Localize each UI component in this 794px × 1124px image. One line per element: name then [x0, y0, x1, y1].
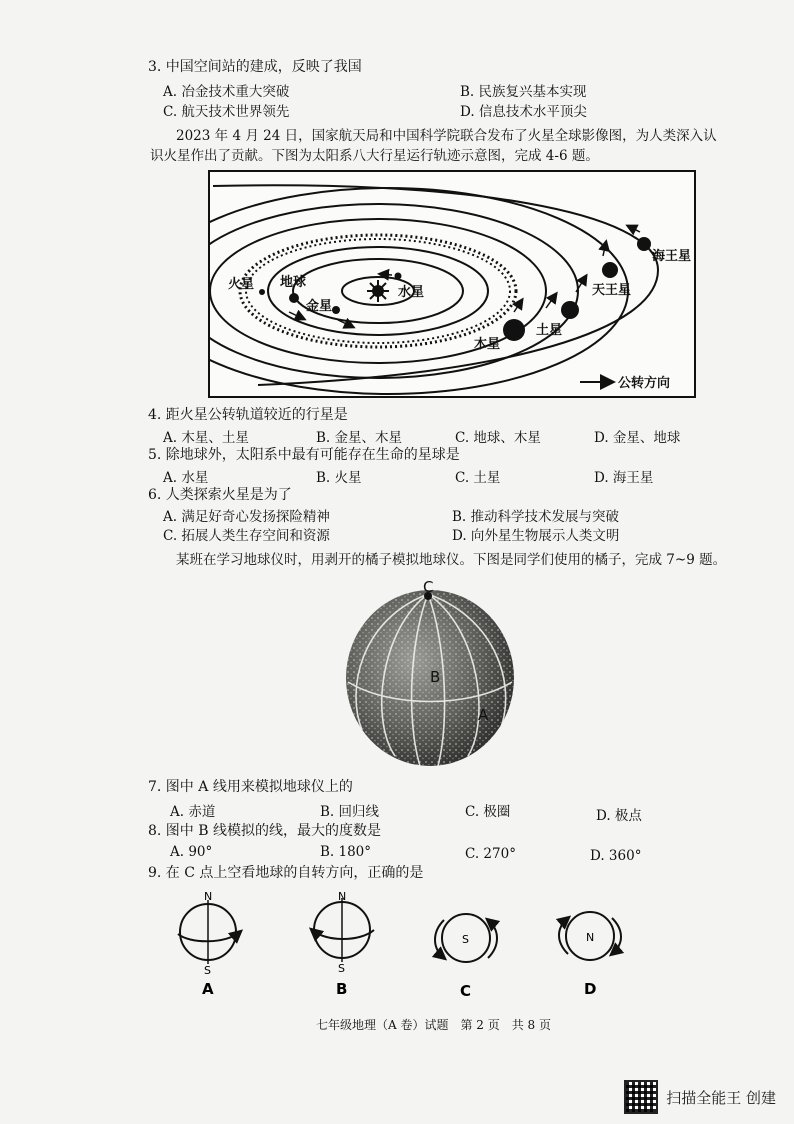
option-d-letter: D: [584, 980, 597, 998]
label-earth: 地球: [280, 275, 307, 290]
q7-option-a: A. 赤道: [170, 804, 216, 820]
q4-option-a: A. 木星、土星: [163, 430, 249, 446]
q8-option-c: C. 270°: [465, 846, 516, 862]
q8-stem: 8. 图中 B 线模拟的线，最大的度数是: [148, 823, 381, 839]
option-b-south: S: [338, 962, 345, 975]
intro-solar-system: 2023 年 4 月 24 日，国家航天局和中国科学院联合发布了火星全球影像图，为人类深入认识火星作出了贡献。下图为太阳系八大行星运行轨迹示意图，完成 4-6 题。: [150, 128, 717, 164]
q9-stem: 9. 在 C 点上空看地球的自转方向，正确的是: [148, 865, 424, 881]
q6-option-b: B. 推动科学技术发展与突破: [452, 509, 620, 525]
q3-option-c: C. 航天技术世界领先: [163, 104, 290, 120]
label-direction: 公转方向: [618, 376, 671, 391]
q5-option-d: D. 海王星: [594, 470, 654, 486]
watermark-text: 扫描全能王 创建: [666, 1088, 776, 1107]
q4-option-d: D. 金星、地球: [594, 430, 681, 446]
q4-stem: 4. 距火星公转轨道较近的行星是: [148, 407, 348, 423]
label-venus: 金星: [306, 299, 333, 314]
uranus-dot: [602, 262, 618, 278]
option-a-south: S: [204, 964, 211, 977]
rotation-option-d: [559, 912, 621, 998]
venus-dot: [332, 306, 340, 314]
label-mars: 火星: [228, 277, 255, 292]
label-b: B: [430, 668, 441, 686]
q6-option-c: C. 拓展人类生存空间和资源: [163, 528, 330, 544]
q5-option-c: C. 土星: [455, 470, 501, 486]
solar-system-diagram: [208, 170, 696, 398]
option-d-center: N: [586, 931, 595, 944]
q3-option-b: B. 民族复兴基本实现: [460, 84, 587, 100]
label-neptune: 海王星: [652, 249, 692, 264]
q4-option-b: B. 金星、木星: [316, 430, 403, 446]
label-jupiter: 木星: [474, 337, 501, 352]
label-uranus: 天王星: [592, 283, 632, 298]
sun-icon: [367, 280, 389, 302]
q7-option-d: D. 极点: [596, 808, 642, 824]
option-a-north: N: [204, 890, 213, 903]
label-saturn: 土星: [536, 323, 563, 338]
q5-option-b: B. 火星: [316, 470, 362, 486]
q4-option-c: C. 地球、木星: [455, 430, 541, 446]
q7-stem: 7. 图中 A 线用来模拟地球仪上的: [148, 779, 353, 795]
q5-stem: 5. 除地球外，太阳系中最有可能存在生命的星球是: [148, 447, 460, 463]
rotation-option-b: [312, 890, 374, 998]
q6-option-a: A. 满足好奇心发扬探险精神: [163, 509, 330, 525]
q7-option-c: C. 极圈: [465, 804, 511, 820]
label-a: A: [478, 706, 489, 724]
q6-option-d: D. 向外星生物展示人类文明: [452, 528, 620, 544]
q7-option-b: B. 回归线: [320, 804, 380, 820]
scanner-watermark: [624, 1080, 776, 1114]
q3-option-d: D. 信息技术水平顶尖: [460, 104, 587, 120]
intro-orange-globe: 某班在学习地球仪时，用剥开的橘子模拟地球仪。下图是同学们使用的橘子，完成 7~9 题。: [176, 552, 727, 568]
option-c-letter: C: [460, 982, 472, 1000]
q8-option-d: D. 360°: [590, 848, 642, 864]
option-c-center: S: [462, 933, 469, 946]
rotation-options-figure: [160, 890, 640, 1002]
mars-dot: [259, 289, 265, 295]
q5-option-a: A. 水星: [163, 470, 209, 486]
option-b-letter: B: [336, 980, 348, 998]
orange-globe-figure: [340, 580, 520, 770]
q8-option-b: B. 180°: [320, 844, 372, 860]
option-a-letter: A: [202, 980, 214, 998]
qr-code-icon: [624, 1080, 658, 1114]
jupiter-dot: [503, 319, 525, 341]
label-mercury: 水星: [398, 285, 425, 300]
q6-stem: 6. 人类探索火星是为了: [148, 487, 292, 503]
q3-option-a: A. 冶金技术重大突破: [163, 84, 290, 100]
label-c: C: [423, 580, 434, 596]
saturn-dot: [561, 301, 579, 319]
option-b-north: N: [338, 890, 347, 903]
q8-option-a: A. 90°: [170, 844, 213, 860]
earth-dot: [289, 293, 299, 303]
page-footer: 七年级地理（A 卷）试题 第 2 页 共 8 页: [316, 1018, 552, 1032]
neptune-dot: [637, 237, 651, 251]
q3-stem: 3. 中国空间站的建成，反映了我国: [148, 59, 362, 75]
mercury-dot: [395, 273, 402, 280]
rotation-option-c: [435, 914, 497, 1000]
rotation-option-a: [178, 890, 240, 998]
